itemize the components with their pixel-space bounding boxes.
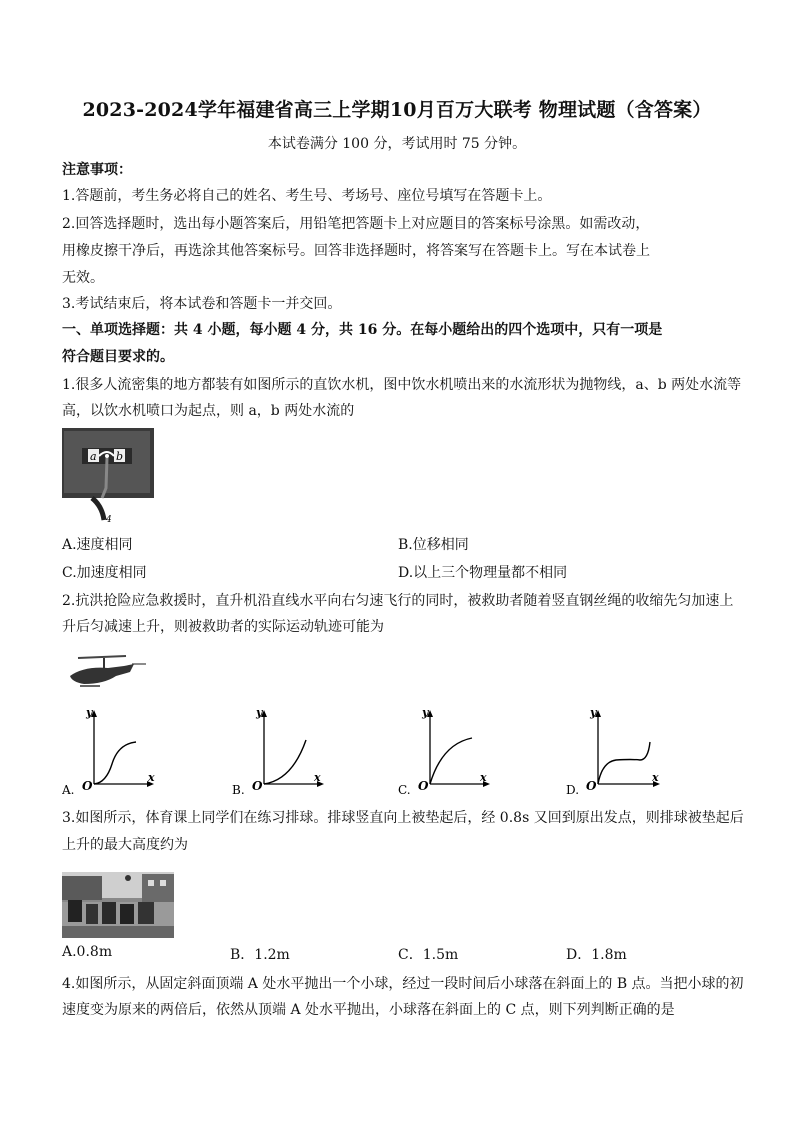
photo-label-num: 4 — [106, 515, 112, 524]
q3-option-b[interactable]: B．1.2m — [230, 947, 290, 963]
q2-line2: 升后匀减速上升，则被救助者的实际运动轨迹可能为 — [62, 619, 384, 635]
graph-b-x-label: x — [314, 771, 321, 784]
graph-c-x-label: x — [480, 771, 487, 784]
note-line-1: 1.答题前，考生务必将自己的姓名、考生号、考场号、座位号填写在答题卡上。 — [62, 188, 552, 204]
graph-b-origin: O — [252, 779, 263, 793]
volleyball-photo — [62, 872, 174, 938]
q2-graph-b[interactable] — [232, 704, 332, 796]
graph-b-y-label: y — [256, 706, 263, 719]
note-line-4: 无效。 — [62, 270, 104, 286]
q2-graph-d[interactable] — [566, 704, 670, 796]
label-a: a — [90, 450, 97, 463]
q1-line1: 1.很多人流密集的地方都装有如图所示的直饮水机，图中饮水机喷出来的水流形状为抛物线，a、b 两处水流等 — [62, 377, 742, 393]
note-line-5: 3.考试结束后，将本试卷和答题卡一并交回。 — [62, 296, 342, 312]
q4-line2: 速度变为原来的两倍后，依然从顶端 A 处水平抛出，小球落在斜面上的 C 点，则下列判断正确的是 — [62, 1002, 675, 1018]
graph-c-option-label: C. — [398, 783, 411, 796]
q2-graph-a[interactable] — [62, 704, 162, 796]
notes-heading: 注意事项： — [62, 162, 132, 178]
section1-heading-line2: 符合题目要求的。 — [62, 349, 174, 365]
graph-d-x-label: x — [652, 771, 659, 784]
graph-d-option-label: D. — [566, 783, 580, 796]
q4-line1: 4.如图所示，从固定斜面顶端 A 处水平抛出一个小球，经过一段时间后小球落在斜面上的 B 点。当把小球的初 — [62, 976, 744, 992]
q3-option-c[interactable]: C．1.5m — [398, 947, 459, 963]
q1-option-d[interactable]: D.以上三个物理量都不相同 — [398, 565, 568, 581]
water-dispenser-photo — [62, 428, 154, 524]
q3-option-d[interactable]: D．1.8m — [566, 947, 627, 963]
graph-a-y-label: y — [86, 706, 93, 719]
graph-c-y-label: y — [422, 706, 429, 719]
exam-subtitle: 本试卷满分 100 分，考试用时 75 分钟。 — [267, 136, 527, 152]
label-b: b — [116, 450, 124, 463]
q2-graph-c[interactable] — [398, 704, 498, 796]
note-line-2: 2.回答选择题时，选出每小题答案后，用铅笔把答题卡上对应题目的答案标号涂黑。如需改动， — [62, 216, 650, 232]
q3-line1: 3.如图所示，体育课上同学们在练习排球。排球竖直向上被垫起后，经 0.8s 又回到原出发点，则排球被垫起后 — [62, 810, 744, 826]
q1-line2: 高，以饮水机喷口为起点，则 a，b 两处水流的 — [62, 403, 355, 419]
q1-option-a[interactable]: A.速度相同 — [62, 537, 133, 553]
note-line-3: 用橡皮擦干净后，再选涂其他答案标号。回答非选择题时，将答案写在答题卡上。写在本试卷上 — [62, 243, 650, 259]
helicopter-image — [64, 652, 148, 690]
q3-line2: 上升的最大高度约为 — [62, 837, 188, 853]
graph-c-origin: O — [418, 779, 429, 793]
q2-line1: 2.抗洪抢险应急救援时，直升机沿直线水平向右匀速飞行的同时，被救助者随着竖直钢丝绳的收缩先匀加速上 — [62, 593, 734, 609]
q3-option-a[interactable]: A.0.8m — [62, 944, 113, 960]
graph-b-option-label: B. — [232, 783, 245, 796]
exam-title: 2023-2024学年福建省高三上学期10月百万大联考 物理试题（含答案） — [82, 99, 712, 121]
graph-a-x-label: x — [148, 771, 155, 784]
section1-heading-line1: 一、单项选择题：共 4 小题，每小题 4 分，共 16 分。在每小题给出的四个选项中，只有一项是 — [62, 322, 663, 338]
graph-a-option-label: A. — [62, 783, 75, 796]
q1-option-c[interactable]: C.加速度相同 — [62, 565, 147, 581]
graph-d-origin: O — [586, 779, 597, 793]
graph-a-origin: O — [82, 779, 93, 793]
q1-option-b[interactable]: B.位移相同 — [398, 537, 469, 553]
graph-d-y-label: y — [590, 706, 597, 719]
